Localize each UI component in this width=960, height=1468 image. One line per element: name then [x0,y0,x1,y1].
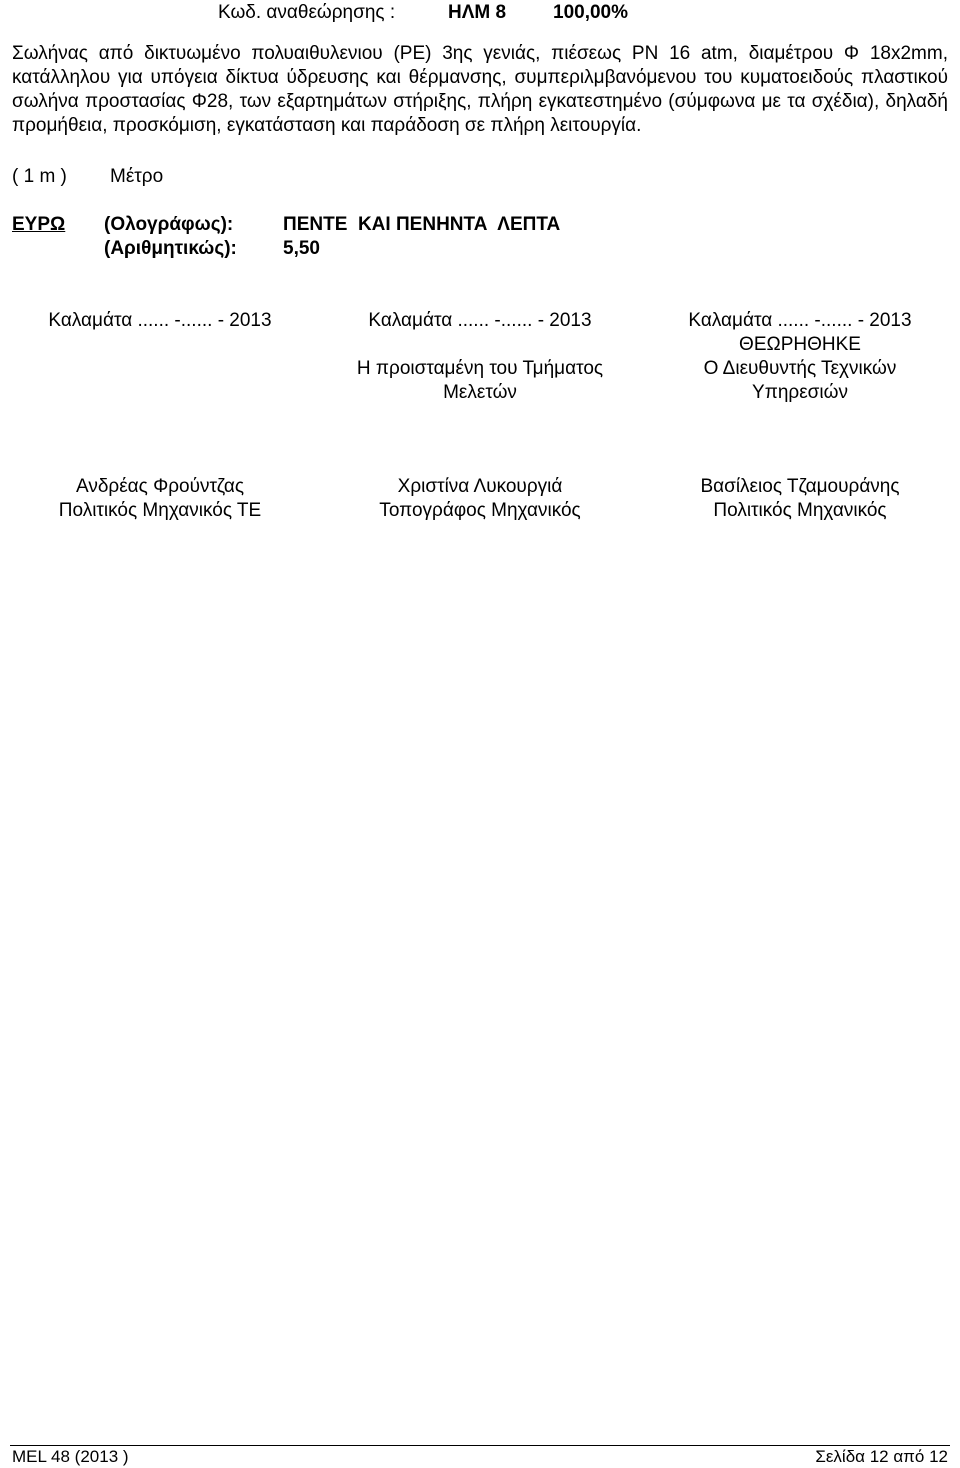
price-words-label: (Ολογράφως): [104,214,234,235]
footer-document-code: ΜΕL 48 (2013 ) [12,1447,129,1466]
signature-title-3 [650,333,950,405]
item-code: ΗΛΜ 8 [448,2,507,23]
price-in-words: ΠΕΝΤΕ ΚΑΙ ΠΕΝΗΝΤΑ ΛΕΠΤΑ [283,214,561,235]
signature-title-2-line-3: Μελετών [443,382,517,403]
signer-name-2: Χριστίνα Λυκουργιά [397,476,563,497]
signature-block-3 [650,475,950,523]
signature-block-2 [330,475,630,523]
signer-role-1: Πολιτικός Μηχανικός ΤΕ [58,500,262,521]
item-description: Σωλήνας από δικτυωμένο πολυαιθυλενιου (PE) 3ης γενιάς, πιέσεως PN 16 atm, διαμέτρου Φ 18x2mm, κατάλληλου για υπόγεια δίκτυα ύδρευσης και θέρμανσης, συμπεριλμβανόμενου του κυματοειδούς πλαστικού σωλήνα προστασίας Φ28, των εξαρτημάτων στήριξης, πλήρη εγκατεστημένο (σύμφωνα με τα σχέδια), δηλαδή προμήθεια, προσκόμιση, εγκατάσταση και παράδοση σε πλήρη λειτουργία. [12,43,948,136]
signer-name-3: Βασίλειος Τζαμουράνης [700,476,900,497]
signature-date-3: Καλαμάτα ...... -...... - 2013 [688,310,912,331]
revision-percent: 100,00% [553,2,629,23]
signature-date-1: Καλαμάτα ...... -...... - 2013 [48,310,272,331]
unit-quantity: ( 1 m ) [12,166,67,187]
signature-title-3-line-2: Ο Διευθυντής Τεχνικών [703,358,897,379]
signature-title-3-line-3: Υπηρεσιών [752,382,848,403]
price-currency: ΕΥΡΩ [12,214,66,235]
unit-name: Μέτρο [110,166,164,187]
footer-page-number: Σελίδα 12 από 12 [815,1447,948,1466]
signature-title-2-line-2: Η προισταμένη του Τμήματος [356,358,604,379]
signature-title-2-line-1 [330,333,630,357]
signature-title-3-line-1: ΘΕΩΡΗΘΗΚΕ [739,334,861,355]
footer-divider [10,1445,950,1446]
signature-block-1 [10,475,310,523]
signature-date-2: Καλαμάτα ...... -...... - 2013 [368,310,592,331]
price-numeric-label: (Αριθμητικώς): [104,238,237,259]
signer-role-3: Πολιτικός Μηχανικός [713,500,887,521]
price-numeric: 5,50 [283,238,320,259]
signature-title-2 [330,333,630,405]
revision-label: Κωδ. αναθεώρησης : [218,2,396,23]
signer-role-2: Τοπογράφος Μηχανικός [379,500,581,521]
signer-name-1: Ανδρέας Φρούντζας [75,476,244,497]
